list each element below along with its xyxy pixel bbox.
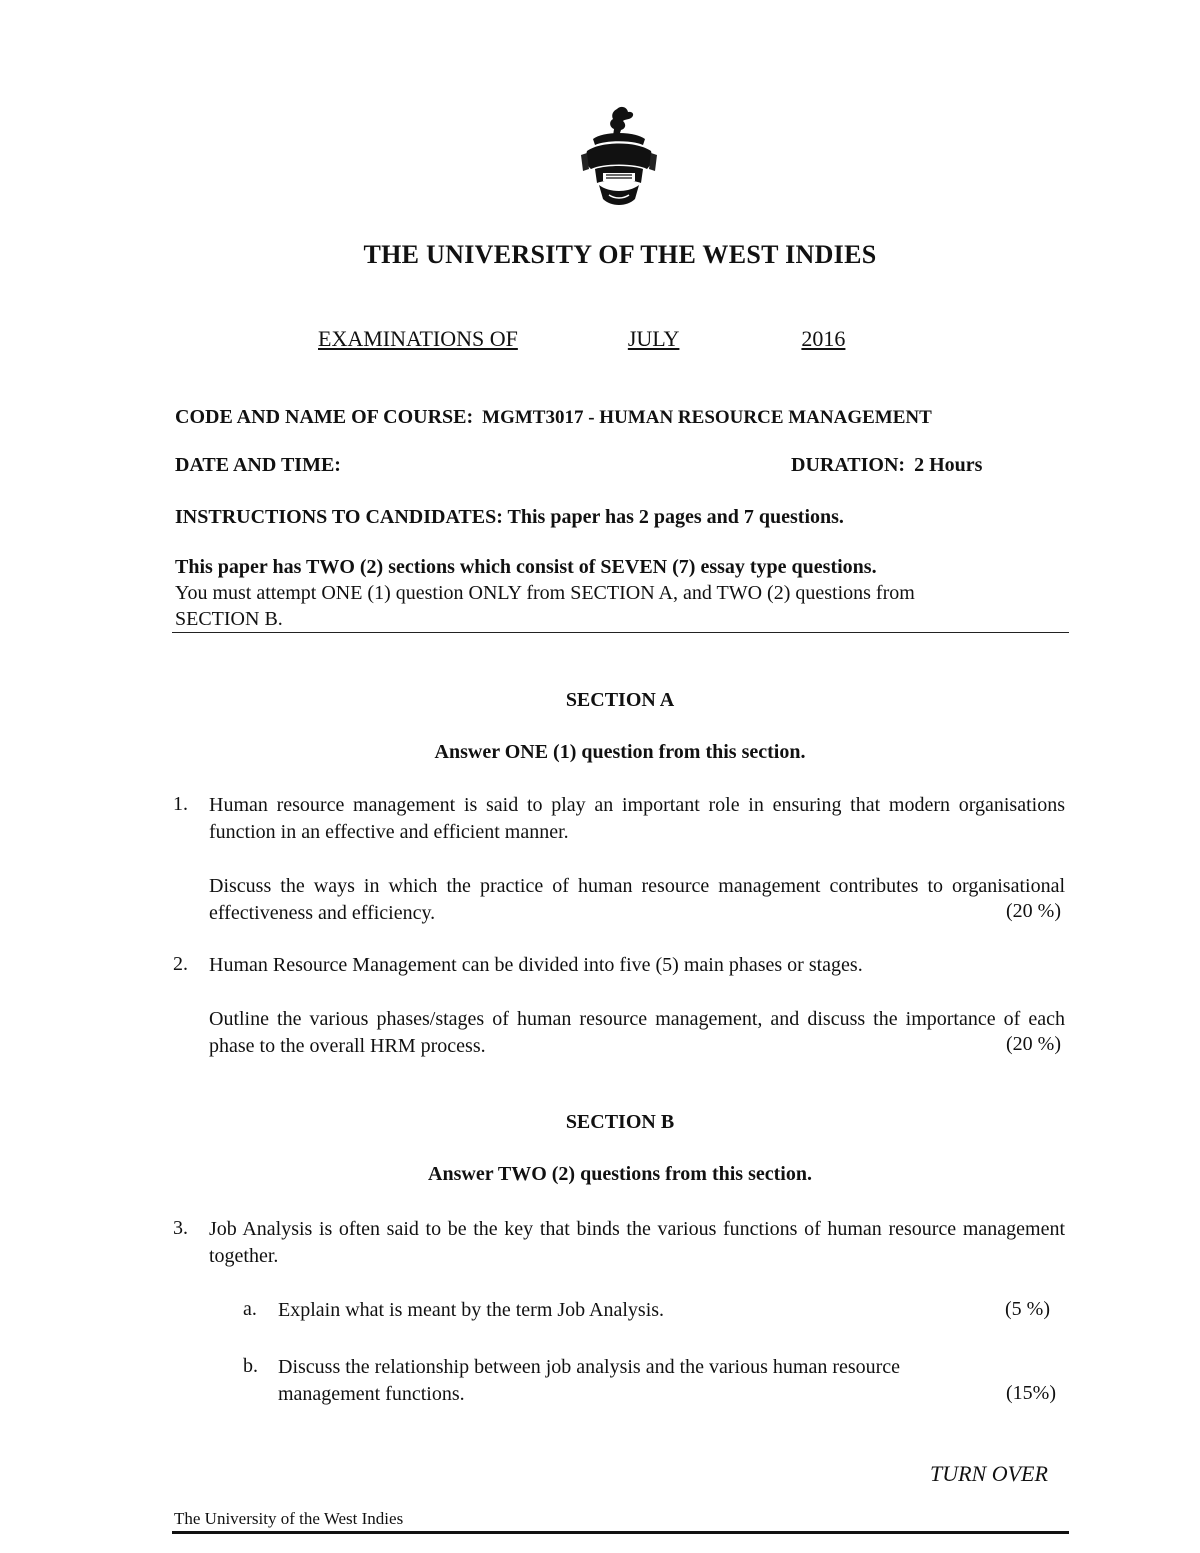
q3-text: Job Analysis is often said to be the key that binds the various functions of human resource management together. bbox=[209, 1218, 1065, 1267]
duration-line bbox=[791, 454, 982, 477]
q3a-letter: a. bbox=[243, 1298, 257, 1320]
section-b-instruction: Answer TWO (2) questions from this section. bbox=[428, 1163, 812, 1185]
q1-task: Discuss the ways in which the practice of human resource management contributes to organisational effectiveness and efficiency. bbox=[209, 875, 1065, 924]
q3a-text: Explain what is meant by the term Job Analysis. bbox=[278, 1299, 665, 1321]
q2-marks: (20 %) bbox=[1006, 1033, 1061, 1055]
instructions-value: This paper has 2 pages and 7 questions. bbox=[507, 506, 844, 528]
course-label: CODE AND NAME OF COURSE: bbox=[175, 406, 474, 428]
exam-prefix: EXAMINATIONS OF JULY 2016 bbox=[318, 326, 846, 351]
paper-note-line2: You must attempt ONE (1) question ONLY from SECTION A, and TWO (2) questions from bbox=[175, 582, 915, 604]
university-crest-icon bbox=[573, 103, 665, 213]
date-time-label: DATE AND TIME: bbox=[175, 454, 341, 476]
q3b-text: Discuss the relationship between job analysis and the various human resource management functions. bbox=[278, 1356, 901, 1405]
course-value: MGMT3017 - HUMAN RESOURCE MANAGEMENT bbox=[482, 407, 932, 428]
duration-value: 2 Hours bbox=[914, 454, 983, 476]
section-a-instruction: Answer ONE (1) question from this section. bbox=[434, 741, 806, 763]
q2-text: Human Resource Management can be divided into five (5) main phases or stages. bbox=[209, 954, 863, 976]
paper-note-bold: This paper has TWO (2) sections which consist of SEVEN (7) essay type questions. bbox=[175, 556, 877, 578]
q3a-marks: (5 %) bbox=[1005, 1298, 1050, 1320]
exam-year: 2016 bbox=[801, 326, 846, 351]
q3b-letter: b. bbox=[243, 1355, 258, 1377]
section-a-title: SECTION A bbox=[565, 689, 675, 711]
q1-number: 1. bbox=[173, 793, 188, 815]
university-name: THE UNIVERSITY OF THE WEST INDIES bbox=[363, 240, 877, 269]
turn-over: TURN OVER bbox=[930, 1461, 1048, 1486]
course-line bbox=[175, 406, 932, 429]
q3b-marks: (15%) bbox=[1006, 1382, 1056, 1404]
q2-task: Outline the various phases/stages of human resource management, and discuss the importance of each phase to the overall HRM process. bbox=[209, 1008, 1065, 1057]
duration-label: DURATION: bbox=[791, 454, 906, 476]
q2-number: 2. bbox=[173, 953, 188, 975]
section-b-title: SECTION B bbox=[565, 1111, 675, 1133]
paper-note-line3: SECTION B. bbox=[175, 608, 283, 630]
footer-rule bbox=[172, 1531, 1069, 1534]
footer-text: The University of the West Indies bbox=[174, 1509, 404, 1528]
q3-number: 3. bbox=[173, 1217, 188, 1239]
instructions-line bbox=[175, 506, 844, 529]
instructions-label: INSTRUCTIONS TO CANDIDATES: bbox=[175, 506, 503, 528]
q1-marks: (20 %) bbox=[1006, 900, 1061, 922]
divider bbox=[172, 632, 1069, 633]
exam-month: JULY bbox=[627, 326, 680, 351]
q1-text: Human resource management is said to play an important role in ensuring that modern organisations function in an effective and efficient manner. bbox=[209, 794, 1065, 843]
paper-note bbox=[175, 554, 1065, 632]
